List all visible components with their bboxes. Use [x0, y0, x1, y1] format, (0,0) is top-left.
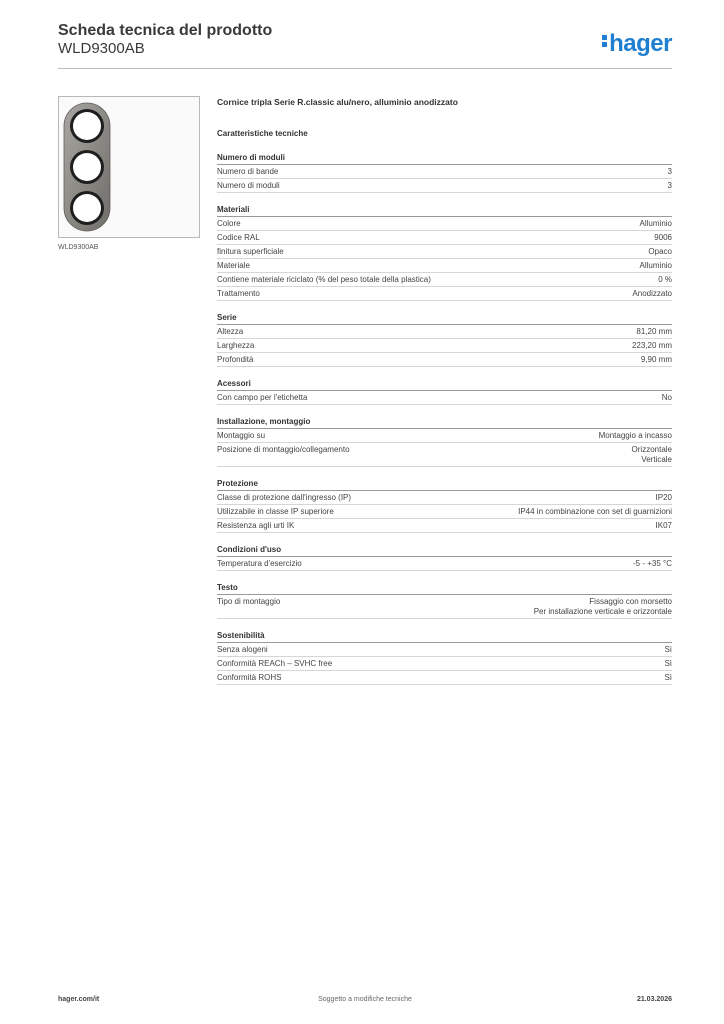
section-title: Installazione, montaggio: [217, 415, 672, 429]
spec-row: [217, 231, 672, 245]
spec-value-line: IP44 in combinazione con set di guarnizioni: [518, 507, 672, 516]
spec-row: [217, 339, 672, 353]
logo-dots-icon: [602, 33, 607, 49]
section-title: Serie: [217, 311, 672, 325]
footer-website: hager.com/it: [58, 996, 100, 1003]
spec-value-line: Sì: [664, 645, 672, 654]
page-header: [58, 22, 672, 68]
spec-value-line: Anodizzato: [632, 289, 672, 298]
spec-value: [534, 597, 672, 617]
spec-value-line: 3: [667, 167, 672, 176]
spec-value: [668, 181, 672, 191]
spec-value-line: Opaco: [648, 247, 672, 256]
spec-row: [217, 519, 672, 533]
spec-label: Conformità REACh – SVHC free: [217, 659, 333, 668]
spec-section: [217, 543, 672, 571]
spec-label: Con campo per l'etichetta: [217, 393, 308, 402]
spec-label: Trattamento: [217, 289, 260, 298]
spec-value-line: Alluminio: [639, 219, 672, 228]
spec-label: Numero di moduli: [217, 181, 280, 190]
spec-label: Classe di protezione dall'ingresso (IP): [217, 493, 352, 502]
logo-text: hager: [609, 30, 672, 57]
spec-section: [217, 311, 672, 367]
section-title: Materiali: [217, 203, 672, 217]
triple-frame-icon: [59, 97, 199, 237]
spec-value: [599, 431, 672, 441]
spec-label: Larghezza: [217, 341, 255, 350]
spec-label: Codice RAL: [217, 233, 260, 242]
spec-value: [640, 261, 672, 271]
spec-row: [217, 557, 672, 571]
spec-value: [632, 341, 672, 351]
spec-section: [217, 629, 672, 685]
spec-value-line: Sì: [664, 659, 672, 668]
product-description: Cornice tripla Serie R.classic alu/nero, alluminio anodizzato: [217, 97, 458, 107]
spec-value-line: 0 %: [658, 275, 672, 284]
section-title: Protezione: [217, 477, 672, 491]
spec-value: [641, 355, 672, 365]
spec-label: Colore: [217, 219, 241, 228]
spec-section: [217, 151, 672, 193]
spec-row: [217, 287, 672, 301]
spec-label: Materiale: [217, 261, 250, 270]
spec-value: [648, 247, 672, 257]
spec-label: Temperatura d'esercizio: [217, 559, 302, 568]
spec-value-line: Alluminio: [639, 261, 672, 270]
spec-row: [217, 643, 672, 657]
spec-value-line: Sì: [664, 673, 672, 682]
spec-value: [664, 673, 672, 683]
section-title: Acessori: [217, 377, 672, 391]
spec-value: [636, 327, 672, 337]
spec-row: [217, 429, 672, 443]
spec-row: [217, 657, 672, 671]
section-title: Testo: [217, 581, 672, 595]
spec-value: [518, 507, 672, 517]
spec-row: [217, 491, 672, 505]
spec-row: [217, 259, 672, 273]
spec-label: Numero di bande: [217, 167, 279, 176]
spec-row: [217, 353, 672, 367]
spec-value: [658, 275, 672, 285]
section-title: Sostenibilità: [217, 629, 672, 643]
spec-value-line: Orizzontale: [631, 445, 672, 454]
spec-label: Profondità: [217, 355, 254, 364]
spec-value: [662, 393, 672, 403]
spec-row: [217, 391, 672, 405]
spec-label: Posizione di montaggio/collegamento: [217, 445, 350, 454]
spec-value: [656, 521, 672, 531]
spec-section: [217, 581, 672, 619]
page-title: Scheda tecnica del prodotto: [58, 22, 273, 39]
image-caption: WLD9300AB: [58, 244, 99, 251]
spec-row: [217, 505, 672, 519]
spec-label: Tipo di montaggio: [217, 597, 281, 606]
spec-label: Altezza: [217, 327, 244, 336]
section-title: Numero di moduli: [217, 151, 672, 165]
spec-value-line: -5 - +35 °C: [633, 559, 672, 568]
spec-row: [217, 165, 672, 179]
spec-value-line: 9,90 mm: [640, 355, 672, 364]
product-code: WLD9300AB: [58, 40, 145, 57]
spec-value: [654, 233, 672, 243]
page-footer: [58, 996, 672, 1010]
spec-section: [217, 203, 672, 301]
spec-value: [664, 659, 672, 669]
tech-heading: Caratteristiche tecniche: [217, 129, 308, 138]
spec-label: finitura superficiale: [217, 247, 284, 256]
spec-value: [632, 445, 672, 465]
spec-value: [656, 493, 672, 503]
spec-value-line: IP20: [655, 493, 672, 502]
spec-value-line: Verticale: [641, 455, 672, 464]
spec-section: [217, 415, 672, 467]
spec-sections: [217, 151, 672, 685]
spec-value-line: 81,20 mm: [636, 327, 672, 336]
spec-row: [217, 671, 672, 685]
section-title: Condizioni d'uso: [217, 543, 672, 557]
spec-value-line: 9006: [654, 233, 672, 242]
spec-label: Utilizzabile in classe IP superiore: [217, 507, 334, 516]
spec-row: [217, 325, 672, 339]
header-divider: [58, 68, 672, 69]
spec-value: [632, 289, 672, 299]
spec-row: [217, 595, 672, 619]
spec-row: [217, 217, 672, 231]
hager-logo: [602, 30, 672, 58]
spec-value-line: Per installazione verticale e orizzontale: [533, 607, 672, 616]
product-image: [58, 96, 200, 238]
footer-date: 21.03.2026: [636, 996, 672, 1003]
spec-row: [217, 179, 672, 193]
spec-label: Conformità ROHS: [217, 673, 282, 682]
spec-value-line: 3: [667, 181, 672, 190]
spec-section: [217, 477, 672, 533]
spec-content: [217, 95, 672, 695]
spec-value-line: No: [661, 393, 672, 402]
spec-value-line: IK07: [655, 521, 672, 530]
spec-value: [633, 559, 672, 569]
spec-row: [217, 245, 672, 259]
spec-section: [217, 377, 672, 405]
spec-row: [217, 443, 672, 467]
footer-disclaimer: Soggetto a modifiche tecniche: [318, 996, 412, 1003]
spec-value-line: Fissaggio con morsetto: [589, 597, 672, 606]
spec-label: Contiene materiale riciclato (% del peso totale della plastica): [217, 275, 431, 284]
spec-label: Montaggio su: [217, 431, 266, 440]
spec-value-line: 223,20 mm: [631, 341, 672, 350]
spec-value-line: Montaggio a incasso: [598, 431, 672, 440]
spec-value: [664, 645, 672, 655]
spec-row: [217, 273, 672, 287]
spec-label: Resistenza agli urti IK: [217, 521, 295, 530]
spec-value: [668, 167, 672, 177]
spec-value: [640, 219, 672, 229]
spec-label: Senza alogeni: [217, 645, 268, 654]
